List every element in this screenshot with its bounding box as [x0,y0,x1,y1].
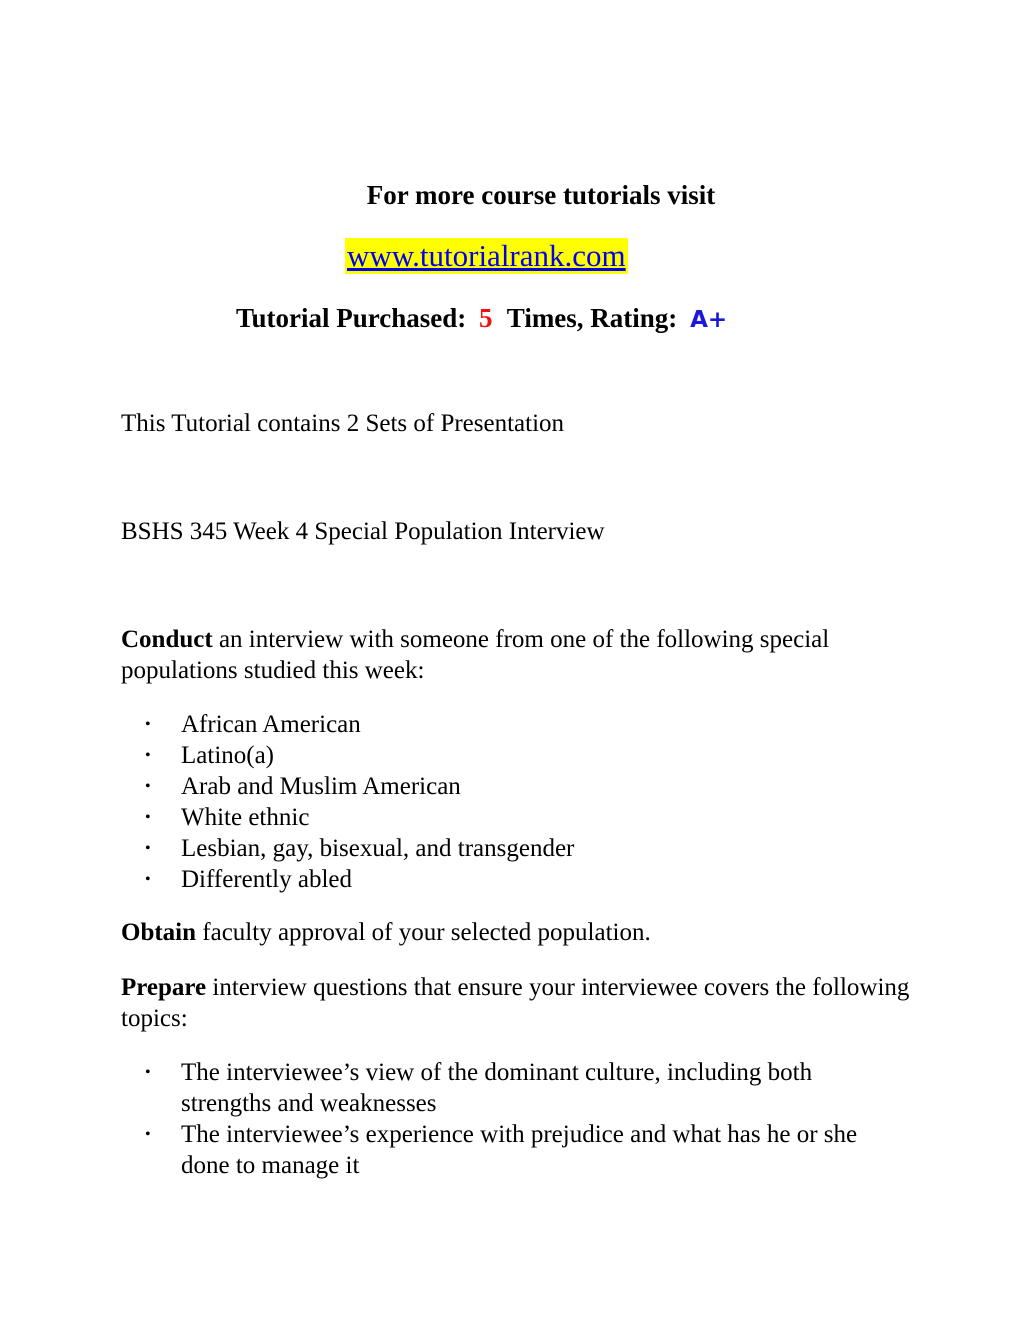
topic-label: The interviewee’s experience with prejudice and what has he or she done to manage it [181,1121,858,1179]
bullet-icon: • [145,716,151,733]
prepare-paragraph [121,972,911,1034]
list-item [121,833,881,864]
list-item [121,771,881,802]
list-item [121,864,881,895]
prepare-bold: Prepare [121,974,207,1001]
bullet-icon: • [145,778,151,795]
list-item [121,740,881,771]
purchased-label: Tutorial Purchased: [236,303,467,333]
prepare-rest: interview questions that ensure your interviewee covers the following topics: [121,974,910,1032]
rating-value: A+ [690,307,728,333]
visit-heading [0,180,1024,211]
obtain-bold: Obtain [121,919,197,946]
purchase-info [236,303,936,334]
bullet-icon: • [145,840,151,857]
obtain-paragraph [121,917,911,948]
population-label: African American [181,711,361,738]
bullet-icon: • [145,1126,151,1143]
populations-list [121,709,881,895]
population-label: Lesbian, gay, bisexual, and transgender [181,835,575,862]
conduct-bold: Conduct [121,626,213,653]
obtain-rest: faculty approval of your selected population. [196,919,651,946]
population-label: Latino(a) [181,742,275,769]
list-item [121,709,881,740]
bullet-icon: • [145,809,151,826]
visit-text: For more course tutorials visit [366,180,716,210]
tutorialrank-link[interactable]: www.tutorialrank.com [347,238,626,273]
course-title: BSHS 345 Week 4 Special Population Interview [121,518,605,545]
topics-list [121,1057,881,1181]
population-label: Arab and Muslim American [181,773,461,800]
purchased-count: 5 [479,303,493,333]
bullet-icon: • [145,1064,151,1081]
conduct-rest: an interview with someone from one of the following special populations studied this week: [121,626,830,684]
times-rating-label: Times, Rating: [506,303,678,333]
conduct-paragraph [121,624,911,686]
contains-text: This Tutorial contains 2 Sets of Presentation [121,410,565,437]
topic-label: The interviewee’s view of the dominant culture, including both strengths and weaknesses [181,1059,813,1117]
bullet-icon: • [145,747,151,764]
population-label: White ethnic [181,804,310,831]
list-item [121,1119,881,1181]
bullet-icon: • [145,871,151,888]
list-item [121,802,881,833]
population-label: Differently abled [181,866,352,893]
list-item [121,1057,881,1119]
